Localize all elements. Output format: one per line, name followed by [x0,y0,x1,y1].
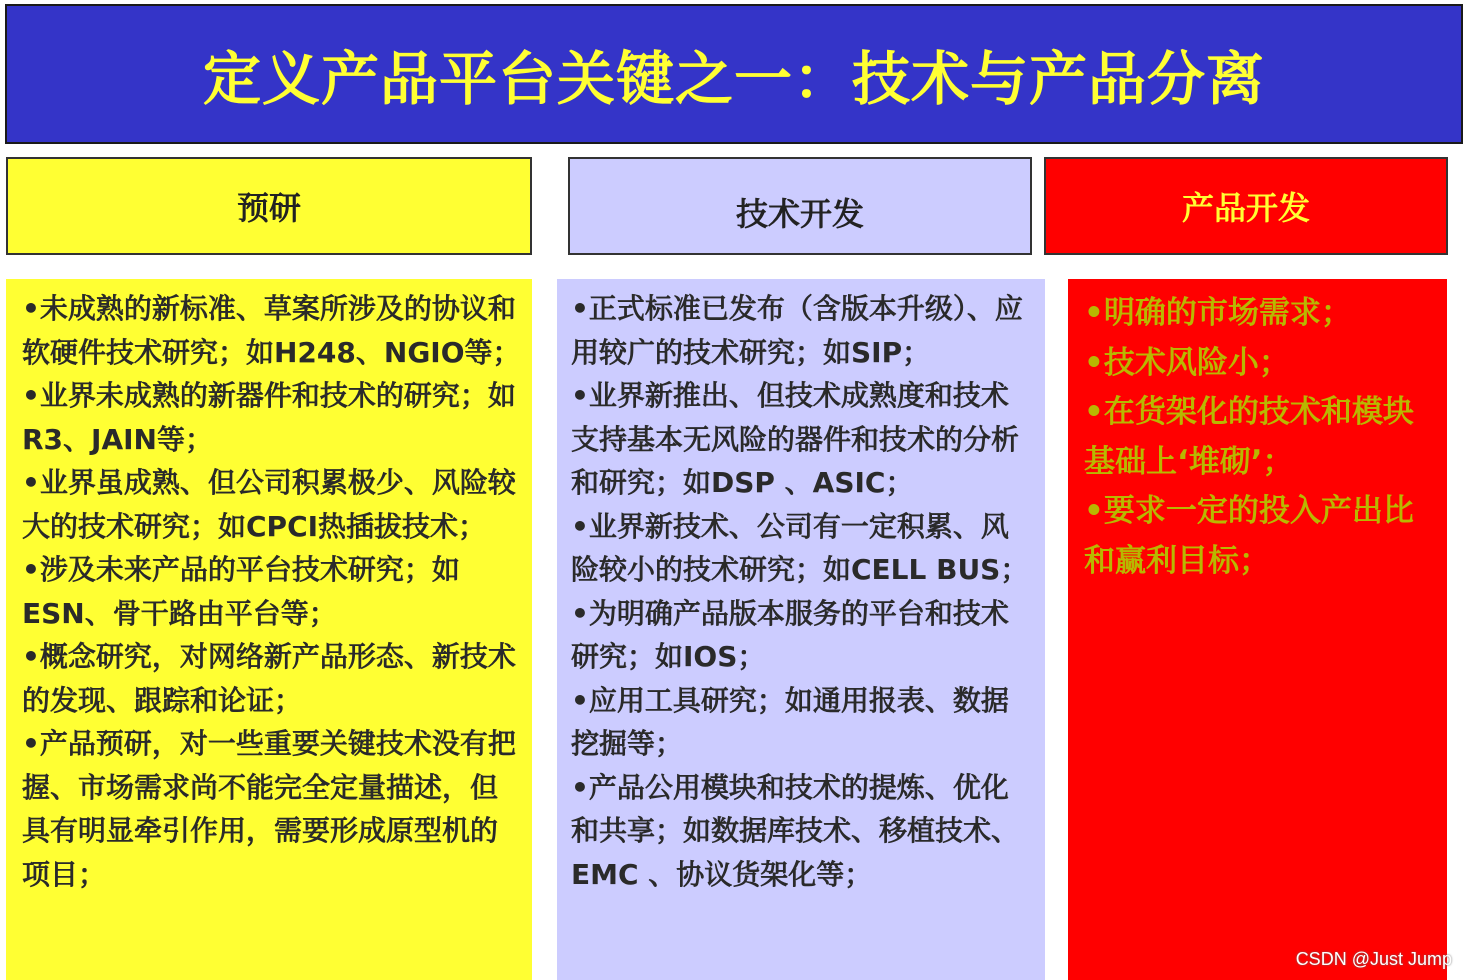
tech-development-panel [557,279,1045,980]
title-banner [5,4,1463,144]
page-title: 定义产品平台关键之一：技术与产品分离 [202,45,1265,113]
list-item: •明确的市场需求； [1084,295,1352,331]
list-item: •技术风险小； [1084,344,1290,381]
list-item: •涉及未来产品的平台技术研究；如ESN、骨干路由平台等； [22,553,460,630]
product-development-panel [1068,279,1447,980]
list-item: •业界虽成熟、但公司积累极少、风险较大的技术研究；如CPCI热插拔技术； [22,466,516,543]
list-item: •应用工具研究；如通用报表、数据挖掘等； [571,683,1009,760]
list-item: •业界新推出、但技术成熟度和技术支持基本无风险的器件和技术的分析和研究；如DSP 、ASIC； [571,379,1020,499]
watermark: CSDN @Just Jump [1295,949,1452,969]
list-item: •正式标准已发布（含版本升级）、应用较广的技术研究；如SIP； [571,292,1023,369]
list-item: •概念研究，对网络新产品形态、新技术的发现、跟踪和论证； [22,640,516,717]
preresearch-panel [6,279,532,980]
list-item: •为明确产品版本服务的平台和技术研究；如IOS； [571,596,1009,673]
list-item: •产品预研，对一些重要关键技术没有把握、市场需求尚不能完全定量描述，但具有明显牵引作用，需要形成原型机的项目； [22,727,516,891]
header-tech-development: 技术开发 [568,157,1032,255]
header-preresearch: 预研 [6,157,532,255]
list-item: •业界新技术、公司有一定积累、风险较小的技术研究；如CELL BUS； [571,509,1029,586]
list-item: •产品公用模块和技术的提炼、优化和共享；如数据库技术、移植技术、EMC 、协议货架化等； [571,770,1020,891]
list-item: •要求一定的投入产出比和赢利目标； [1084,493,1414,579]
header-product-development: 产品开发 [1044,157,1448,255]
list-item: •业界未成熟的新器件和技术的研究；如R3、JAIN等； [22,379,516,456]
list-item: •未成熟的新标准、草案所涉及的协议和软硬件技术研究；如H248、NGIO等； [22,292,521,369]
list-item: •在货架化的技术和模块基础上‘堆砌’； [1084,394,1414,480]
